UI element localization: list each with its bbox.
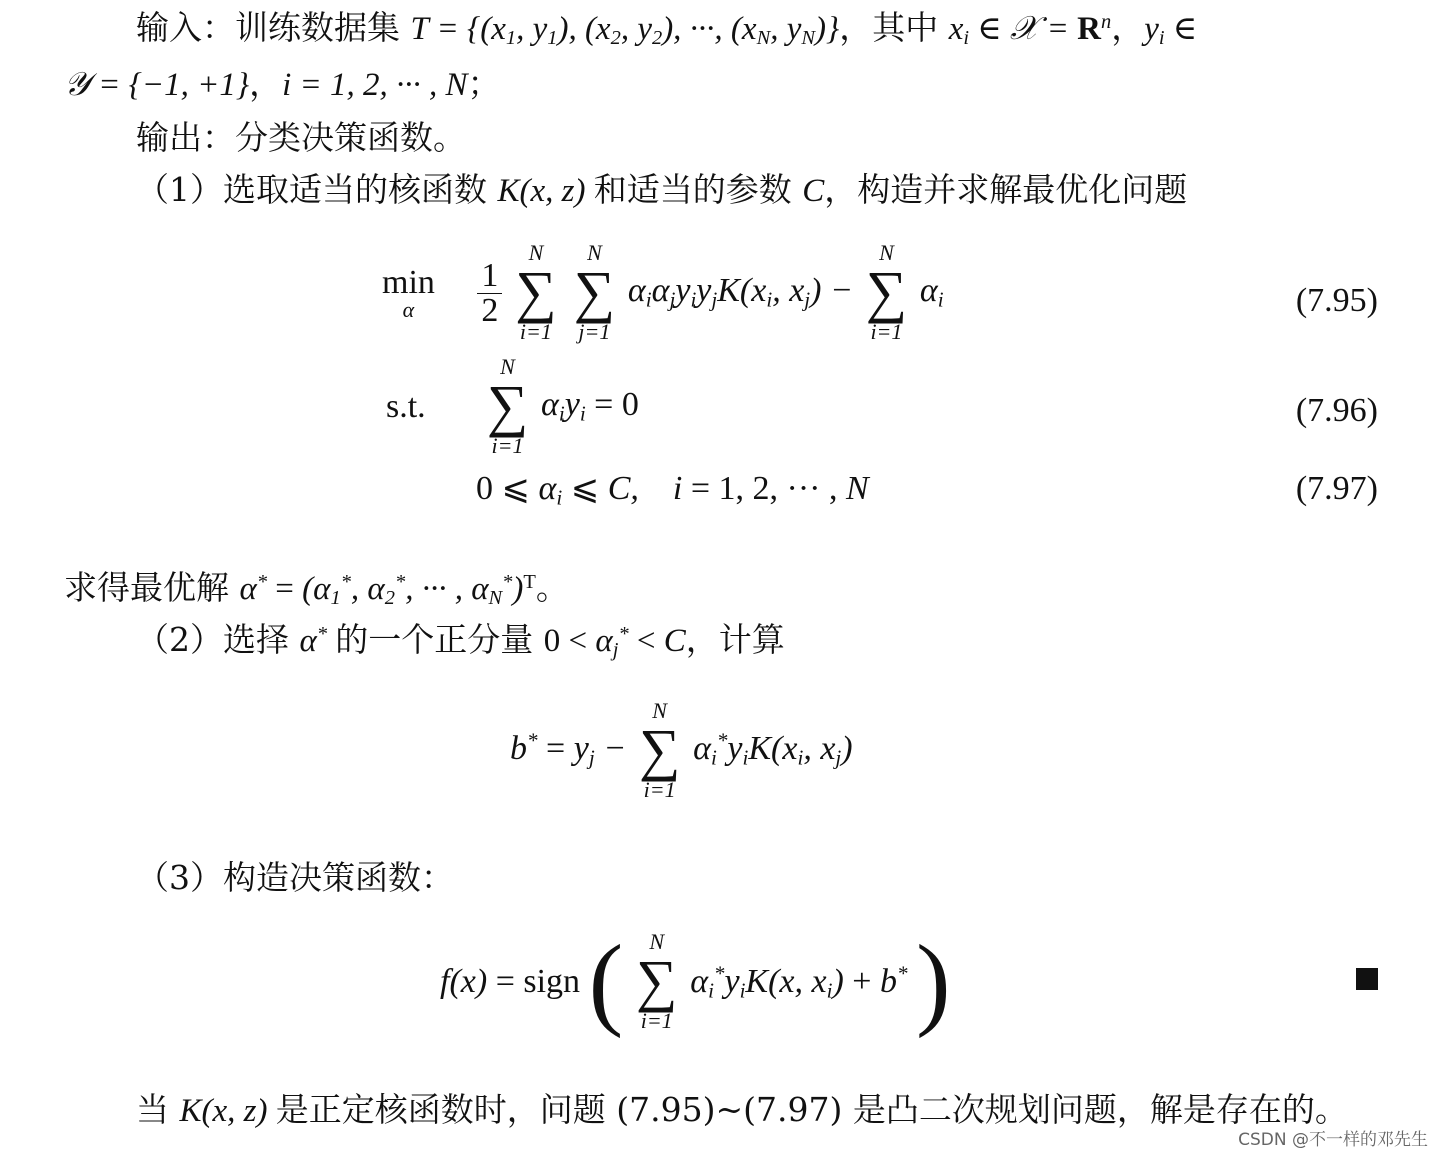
solution-line (64, 568, 569, 609)
eq-number-7-95: (7.95) (1295, 282, 1378, 319)
bias-term: $\alpha_i^*y_iK(x_i$, $x_j$) (693, 728, 853, 770)
min-operator: min α (382, 264, 435, 322)
sum-alpha: N ∑ i=1 (865, 240, 908, 344)
final-mid: 是正定核函数时，问题 (7.95)~(7.97) 是凸二次规划问题，解是存在的。 (275, 1090, 1348, 1129)
step3-line: （3）构造决策函数： (136, 858, 454, 897)
step2-prefix: （2）选择 (136, 620, 289, 659)
domain-formula: $x_i$ ∈ 𝒳 = $R^n$ (948, 10, 1112, 50)
box-constraint: 0 ⩽ $\alpha_i$ ⩽ C, i = 1, 2, ··· , N (476, 470, 869, 510)
line2-end: ； (467, 64, 501, 103)
label-set-formula: 𝒴 = {−1, +1} (64, 67, 250, 103)
y-membership: $y_i$ ∈ (1144, 11, 1198, 50)
bias-equation (510, 700, 853, 802)
input-line-2 (64, 64, 501, 105)
sum-i: N ∑ i=1 (515, 240, 557, 344)
dataset-formula: $T = \{(x_1$, $y_1$), ($x_2$, $y_2$), ···, ($x_N$, $y_N$)} (410, 11, 840, 50)
final-kernel: K(x, z) (179, 1093, 276, 1129)
step2-suffix: ，计算 (685, 620, 785, 659)
c-symbol: C (802, 173, 825, 209)
eq-number-7-96: (7.96) (1295, 392, 1378, 429)
input-line-1 (136, 8, 1197, 49)
index-range: i = 1, 2, ··· , N (282, 67, 468, 103)
input-label: 输入：训练数据集 (136, 8, 400, 47)
step1-line (136, 170, 1187, 211)
decision-lhs: f(x) = sign (440, 963, 581, 1000)
step2-line (136, 620, 785, 661)
equation-7-97 (476, 468, 869, 508)
solution-end: 。 (535, 568, 569, 607)
alpha-star: α* (299, 622, 328, 659)
sum-bias: N ∑ i=1 (638, 698, 681, 802)
step1-prefix: （1）选取适当的核函数 (136, 170, 487, 209)
step1-mid: 和适当的参数 (593, 170, 792, 209)
sum-decision: N ∑ i=1 (636, 929, 678, 1033)
equality-constraint: $\alpha_iy_i = 0$ (541, 385, 639, 426)
kernel-symbol: K(x, z) (497, 173, 594, 209)
output-line: 输出：分类决策函数。 (136, 118, 466, 157)
watermark: CSDN @不一样的邓先生 (1238, 1130, 1428, 1150)
right-paren: ) (916, 924, 951, 1039)
comma-1: ， (1111, 8, 1145, 47)
solution-prefix: 求得最优解 (64, 568, 229, 607)
solution-formula: $\alpha^* = (\alpha_1^*$, $\alpha_2^*$, ··· , $\alpha_N^*)^T$ (239, 570, 536, 610)
step1-suffix: ，构造并求解最优化问题 (824, 170, 1188, 209)
left-paren: ( (588, 924, 624, 1039)
final-prefix: 当 (136, 1090, 169, 1129)
line2-sep: ， (249, 64, 283, 103)
sum-j: N ∑ j=1 (573, 240, 616, 344)
bias-lhs: $b^* = y_j$ − (510, 728, 635, 770)
half-fraction: $\frac{1}{2}$ (477, 259, 502, 328)
dual-objective-term: $\alpha_i\alpha_jy_iy_jK(x_i$, $x_j$) − (627, 271, 862, 312)
decision-function (440, 924, 951, 1039)
qed-square-icon (1356, 968, 1378, 990)
alpha-i: $\alpha_i$ (919, 271, 944, 312)
final-line (136, 1090, 1348, 1131)
st-label: s.t. (386, 388, 426, 425)
step2-mid: 的一个正分量 (335, 620, 534, 659)
eq-number-7-97: (7.97) (1295, 470, 1378, 507)
equation-7-96 (386, 356, 639, 458)
sum-constraint: N ∑ i=1 (486, 354, 529, 458)
equation-7-95 (382, 242, 944, 344)
positive-component: $0 < \alpha_j^* < C$ (543, 622, 686, 662)
decision-term: $\alpha_i^*y_iK(x$, $x_i) + b^*$ (690, 961, 908, 1003)
input-tail: ，其中 (839, 8, 939, 47)
